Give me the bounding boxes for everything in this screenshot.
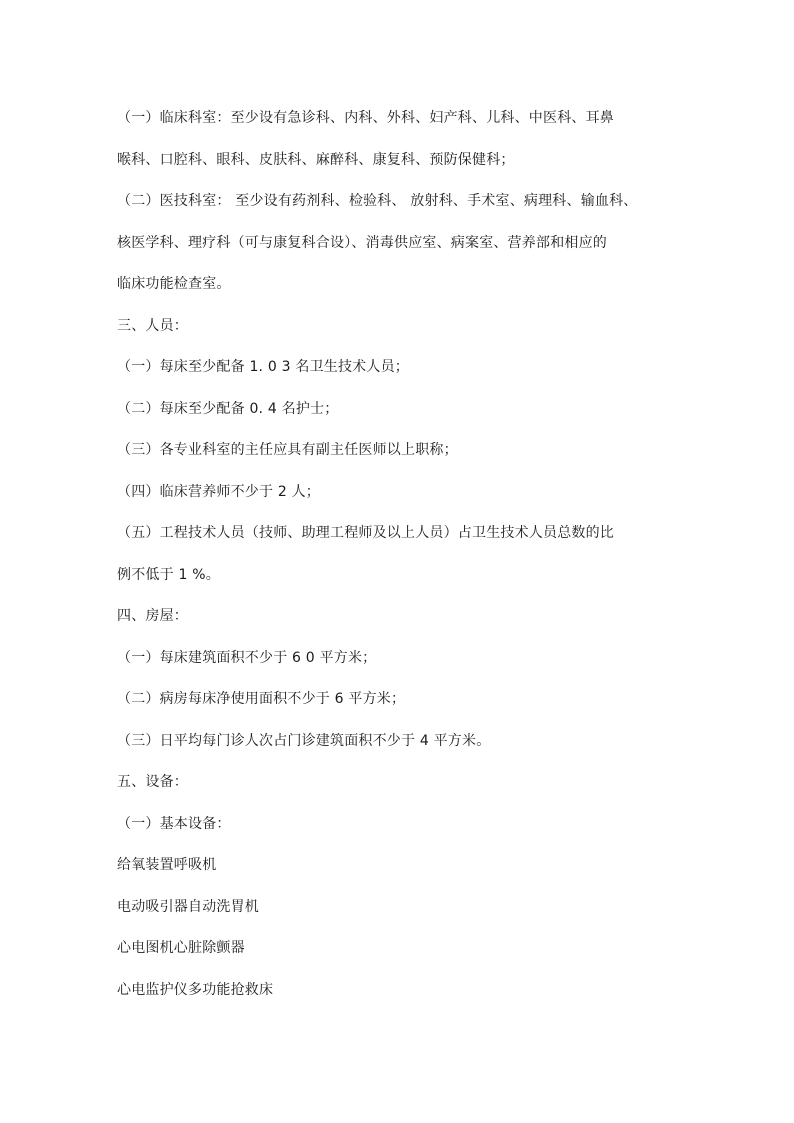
text-line: （三）日平均每门诊人次占门诊建筑面积不少于 4 平方米。: [117, 732, 491, 749]
text-line: （四）临床营养师不少于 2 人；: [117, 483, 321, 500]
text-line: （一）临床科室：至少设有急诊科、内科、外科、妇产科、儿科、中医科、耳鼻: [117, 110, 614, 126]
text-line: （五）工程技术人员（技师、助理工程师及以上人员）占卫生技术人员总数的比: [117, 525, 614, 541]
list-item: 心电监护仪多功能抢救床: [117, 981, 274, 998]
text-line: 核医学科、理疗科（可与康复科合设）、消毒供应室、病案室、营养部和相应的: [117, 234, 607, 251]
text-line: （三）各专业科室的主任应具有副主任医师以上职称；: [117, 442, 458, 458]
document-body: [117, 108, 697, 1021]
text-line: （一）每床建筑面积不少于 6 0 平方米；: [117, 649, 377, 666]
list-item: 给氧装置呼吸机: [117, 857, 217, 873]
text-line: 例不低于 1 %。: [117, 566, 220, 583]
list-item: 心电图机心脏除颤器: [117, 940, 245, 956]
section-heading: 四、房屋：: [117, 608, 188, 624]
text-line: （一）基本设备：: [117, 815, 231, 832]
text-line: （二）医技科室： 至少设有药剂科、检验科、 放射科、手术室、病理科、输血科、: [117, 193, 638, 209]
text-line: 临床功能检查室。: [117, 276, 231, 292]
text-line: 喉科、口腔科、眼科、皮肤科、麻醉科、康复科、预防保健科；: [117, 151, 515, 168]
text-line: （一）每床至少配备 1. 0 3 名卫生技术人员；: [117, 359, 409, 375]
section-heading: 三、人员：: [117, 317, 188, 334]
section-heading: 五、设备：: [117, 774, 188, 790]
text-line: （二）每床至少配备 0. 4 名护士；: [117, 400, 339, 417]
text-line: （二）病房每床净使用面积不少于 6 平方米；: [117, 691, 406, 707]
list-item: 电动吸引器自动洗胃机: [117, 898, 259, 915]
